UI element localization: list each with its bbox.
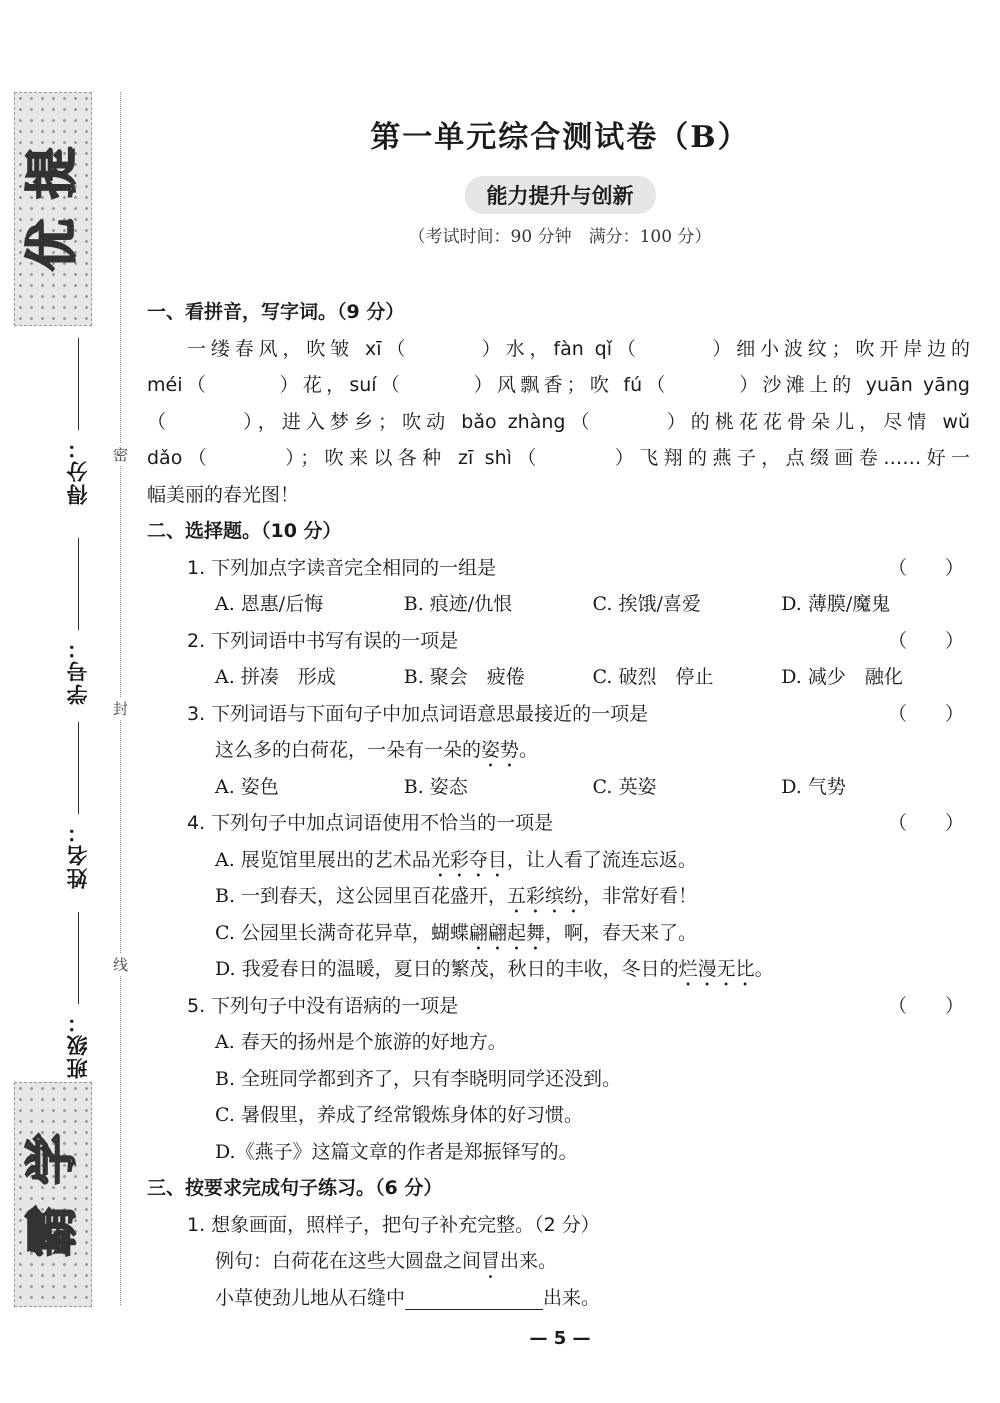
class-field-line [78, 912, 79, 1004]
fold-mark: 密 [113, 446, 129, 464]
answer-blank[interactable] [405, 1287, 543, 1310]
option-text: ，啊，春天来了。 [544, 921, 697, 944]
option-c[interactable]: C. 破烈 停止 [592, 666, 714, 688]
name-field-line [78, 722, 79, 814]
student-id-field-line [78, 538, 79, 630]
score-field-line [78, 338, 79, 430]
sentence-text: 这么多的白荷花，一朵有一朵的 [215, 739, 482, 761]
sidebar-char: 提 [22, 146, 83, 200]
options-row [147, 659, 970, 696]
option-c[interactable] [147, 915, 970, 952]
fold-mark: 封 [113, 700, 129, 718]
question-row [147, 805, 970, 842]
option-a[interactable] [147, 842, 970, 879]
option-a[interactable]: A. 姿色 [215, 775, 279, 798]
option-d[interactable]: D.《燕子》这篇文章的作者是郑振铎写的。 [215, 1140, 578, 1163]
question-row [147, 623, 970, 660]
section-heading: 二、选择题。（10 分） [147, 520, 342, 542]
exam-info: （考试时间：90 分钟 满分：100 分） [408, 227, 712, 247]
option-d[interactable]: D. 减少 融化 [781, 666, 903, 688]
student-id-field[interactable] [48, 538, 108, 705]
question-stem: 4. 下列句子中加点词语使用不恰当的一项是 [187, 812, 554, 834]
class-field[interactable] [48, 912, 108, 1079]
pinyin-passage-line[interactable]: （ ），进入梦乡；吹动 bǎo zhàng（ ）的桃花花骨朵儿，尽情 wǔ [147, 410, 970, 433]
score-label: 得分： [66, 436, 90, 505]
option-a[interactable]: A. 春天的扬州是个旅游的好地方。 [215, 1031, 507, 1053]
option-text: 。 [754, 958, 774, 980]
section-heading: 三、按要求完成句子练习。（6 分） [147, 1177, 443, 1199]
question-stem: 3. 下列词语与下面句子中加点词语意思最接近的一项是 [187, 702, 649, 725]
option-a[interactable]: A. 恩惠/后悔 [215, 593, 324, 615]
options-row [147, 586, 970, 623]
option-text: D. 我爱春日的温暖，夏日的繁茂，秋日的丰收，冬日的 [215, 958, 679, 980]
dotted-word: 翩翩起舞 [468, 921, 545, 944]
option-b[interactable]: B. 聚会 疲倦 [403, 666, 525, 688]
section-heading: 一、看拼音，写字词。（9 分） [147, 301, 405, 323]
sentence-text: 例句：白荷花在这些大圆盘之间 [215, 1250, 482, 1272]
option-c[interactable]: C. 英姿 [592, 775, 657, 798]
student-id-label: 学号： [66, 636, 90, 705]
option-a[interactable]: A. 拼凑 形成 [215, 666, 336, 688]
option-b[interactable]: B. 全班同学都到齐了，只有李晓明同学还没到。 [215, 1067, 622, 1090]
sidebar-badge-top [14, 92, 92, 326]
option-text: A. 展览馆里展出的艺术品 [215, 848, 431, 871]
page-number: — 5 — [529, 1328, 591, 1349]
class-label: 班级： [66, 1010, 90, 1079]
option-b[interactable] [147, 878, 970, 915]
dotted-word: 五彩缤纷 [507, 885, 584, 907]
answer-parentheses[interactable]: （ ） [887, 812, 964, 834]
dotted-word: 冒 [481, 1250, 501, 1272]
question-row [147, 696, 970, 733]
question-row [147, 988, 970, 1025]
name-field[interactable] [48, 722, 108, 889]
option-d[interactable]: D. 薄膜/魔鬼 [781, 593, 891, 615]
question-stem: 1. 下列加点字读音完全相同的一组是 [187, 556, 497, 579]
question-row [147, 550, 970, 587]
sentence-text: 小草使劲儿地从石缝中 [215, 1286, 406, 1309]
sentence-text: 。 [519, 739, 539, 761]
dotted-word: 烂漫无比 [678, 958, 755, 980]
example-sentence [147, 1243, 970, 1280]
exam-content [147, 294, 970, 1316]
answer-parentheses[interactable]: （ ） [887, 994, 964, 1017]
fold-mark: 线 [113, 956, 129, 974]
options-row [147, 769, 970, 806]
fill-in-sentence [147, 1280, 970, 1317]
sidebar-char: 优 [22, 218, 83, 272]
option-c[interactable]: C. 挨饿/喜爱 [592, 593, 701, 615]
option-text: B. 一到春天，这公园里百花盛开， [215, 885, 508, 907]
sentence-text: 出来。 [500, 1250, 558, 1272]
quoted-sentence [147, 732, 970, 769]
page-title: 第一单元综合测试卷（B） [370, 120, 750, 155]
pinyin-passage-line[interactable]: dǎo（ ）；吹来以各种 zī shì（ ）飞翔的燕子，点缀画卷……好一 [147, 447, 970, 469]
answer-parentheses[interactable]: （ ） [887, 629, 964, 652]
dotted-word: 姿势 [481, 739, 520, 761]
answer-parentheses[interactable]: （ ） [887, 702, 964, 725]
sidebar-char: 学 [22, 1132, 83, 1185]
option-text: ，让人看了流连忘返。 [506, 848, 697, 871]
option-c[interactable]: C. 暑假里，养成了经常锻炼身体的好习惯。 [215, 1104, 583, 1126]
score-field[interactable] [48, 338, 108, 505]
option-d[interactable]: D. 气势 [781, 775, 846, 798]
dotted-word: 光彩夺目 [430, 848, 507, 871]
sidebar-badge-bottom [14, 1082, 92, 1307]
exam-header [150, 112, 970, 247]
pinyin-passage-line: 幅美丽的春光图！ [147, 483, 300, 506]
option-text: ，非常好看！ [583, 885, 698, 907]
option-b[interactable]: B. 痕迹/仇恨 [403, 593, 513, 615]
option-b[interactable]: B. 姿态 [403, 775, 468, 798]
answer-parentheses[interactable]: （ ） [887, 556, 964, 579]
sentence-text: 出来。 [543, 1286, 601, 1309]
question-stem: 2. 下列词语中书写有误的一项是 [187, 629, 459, 652]
name-label: 姓名： [66, 820, 90, 889]
option-text: C. 公园里长满奇花异草，蝴蝶 [215, 921, 469, 944]
question-stem: 5. 下列句子中没有语病的一项是 [187, 994, 459, 1017]
pinyin-passage-line[interactable]: méi（ ）花，suí（ ）风飘香；吹 fú（ ）沙滩上的 yuān yāng [147, 374, 970, 396]
pinyin-passage-line[interactable]: 一缕春风，吹皱 xī（ ）水，fàn qǐ（ ）细小波纹；吹开岸边的 [187, 337, 970, 360]
sidebar-char: 霸 [22, 1204, 83, 1257]
question-stem: 1. 想象画面，照样子，把句子补充完整。（2 分） [187, 1213, 600, 1236]
option-d[interactable] [147, 951, 970, 988]
subtitle-badge: 能力提升与创新 [465, 176, 656, 214]
